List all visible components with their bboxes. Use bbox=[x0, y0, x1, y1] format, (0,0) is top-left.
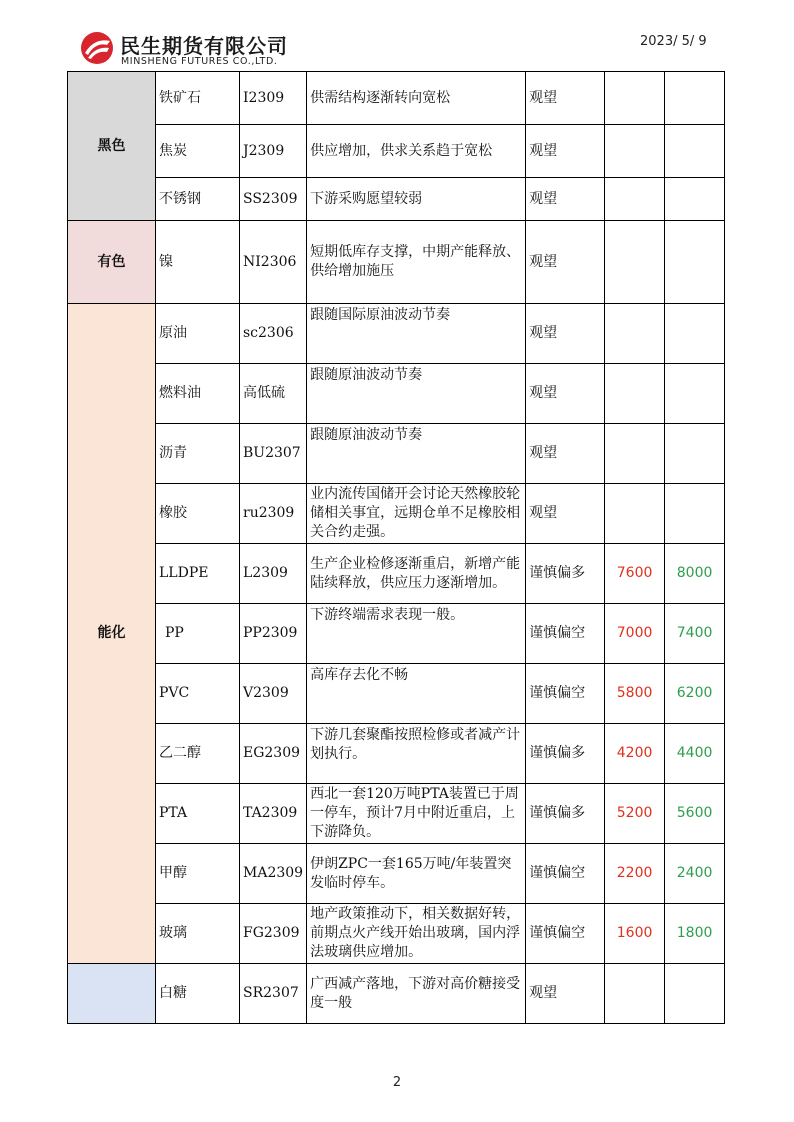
logic-text: 跟随国际原油波动节奏 bbox=[307, 304, 526, 364]
product-name: 镍 bbox=[156, 221, 240, 304]
category-nonferrous: 有色 bbox=[68, 221, 156, 304]
logic-text: 业内流传国储开会讨论天然橡胶轮储相关事宜，远期仓单不足橡胶相关合约走强。 bbox=[307, 484, 526, 544]
table-row bbox=[68, 72, 725, 125]
product-name: 原油 bbox=[156, 304, 240, 364]
logic-text: 短期低库存支撑，中期产能释放、供给增加施压 bbox=[307, 221, 526, 304]
view-text: 谨慎偏空 bbox=[526, 604, 605, 664]
high-value bbox=[665, 221, 725, 304]
low-value bbox=[605, 178, 665, 221]
product-name: PTA bbox=[156, 784, 240, 844]
table-row bbox=[68, 125, 725, 178]
high-value: 4400 bbox=[665, 724, 725, 784]
view-text: 观望 bbox=[526, 221, 605, 304]
view-text: 观望 bbox=[526, 178, 605, 221]
contract-code: V2309 bbox=[240, 664, 307, 724]
high-value bbox=[665, 178, 725, 221]
view-text: 观望 bbox=[526, 304, 605, 364]
high-value bbox=[665, 125, 725, 178]
contract-code: ru2309 bbox=[240, 484, 307, 544]
page-header bbox=[0, 0, 794, 72]
product-name: 橡胶 bbox=[156, 484, 240, 544]
high-value: 5600 bbox=[665, 784, 725, 844]
low-value bbox=[605, 964, 665, 1024]
low-value bbox=[605, 364, 665, 424]
contract-code: 高低硫 bbox=[240, 364, 307, 424]
high-value: 7400 bbox=[665, 604, 725, 664]
table-row bbox=[68, 304, 725, 364]
view-text: 谨慎偏空 bbox=[526, 664, 605, 724]
high-value bbox=[665, 72, 725, 125]
contract-code: sc2306 bbox=[240, 304, 307, 364]
view-text: 观望 bbox=[526, 964, 605, 1024]
low-value: 5200 bbox=[605, 784, 665, 844]
low-value: 2200 bbox=[605, 844, 665, 904]
contract-code: SR2307 bbox=[240, 964, 307, 1024]
low-value bbox=[605, 484, 665, 544]
logic-text: 下游几套聚酯按照检修或者减产计划执行。 bbox=[307, 724, 526, 784]
low-value bbox=[605, 125, 665, 178]
company-name-en: MINSHENG FUTURES CO.,LTD. bbox=[121, 56, 278, 67]
logic-text: 跟随原油波动节奏 bbox=[307, 364, 526, 424]
logic-text: 高库存去化不畅 bbox=[307, 664, 526, 724]
high-value: 6200 bbox=[665, 664, 725, 724]
contract-code: J2309 bbox=[240, 125, 307, 178]
contract-code: L2309 bbox=[240, 544, 307, 604]
product-name: 甲醇 bbox=[156, 844, 240, 904]
high-value bbox=[665, 364, 725, 424]
logic-text: 下游采购愿望较弱 bbox=[307, 178, 526, 221]
low-value bbox=[605, 424, 665, 484]
table-row bbox=[68, 221, 725, 304]
table-row bbox=[68, 484, 725, 544]
view-text: 谨慎偏空 bbox=[526, 844, 605, 904]
contract-code: SS2309 bbox=[240, 178, 307, 221]
page-number: 2 bbox=[392, 1075, 402, 1090]
product-name: 铁矿石 bbox=[156, 72, 240, 125]
category-energy: 能化 bbox=[68, 304, 156, 964]
high-value: 2400 bbox=[665, 844, 725, 904]
product-name: 不锈钢 bbox=[156, 178, 240, 221]
table-row bbox=[68, 844, 725, 904]
low-value: 5800 bbox=[605, 664, 665, 724]
minsheng-logo-icon bbox=[80, 31, 114, 65]
logic-text: 西北一套120万吨PTA装置已于周一停车，预计7月中附近重启，上下游降负。 bbox=[307, 784, 526, 844]
view-text: 观望 bbox=[526, 72, 605, 125]
table-row bbox=[68, 544, 725, 604]
contract-code: PP2309 bbox=[240, 604, 307, 664]
category-agri bbox=[68, 964, 156, 1024]
table-row bbox=[68, 664, 725, 724]
product-name: PP bbox=[156, 604, 240, 664]
contract-code: MA2309 bbox=[240, 844, 307, 904]
product-name: 焦炭 bbox=[156, 125, 240, 178]
table-row bbox=[68, 724, 725, 784]
table-row bbox=[68, 604, 725, 664]
high-value bbox=[665, 484, 725, 544]
product-name: 沥青 bbox=[156, 424, 240, 484]
company-name-cn: 民生期货有限公司 bbox=[120, 34, 288, 58]
logic-text: 伊朗ZPC一套165万吨/年装置突发临时停车。 bbox=[307, 844, 526, 904]
product-name: 白糖 bbox=[156, 964, 240, 1024]
strategy-table bbox=[67, 71, 725, 1024]
product-name: 乙二醇 bbox=[156, 724, 240, 784]
report-date: 2023/ 5/ 9 bbox=[640, 34, 707, 49]
low-value: 7600 bbox=[605, 544, 665, 604]
table-row bbox=[68, 178, 725, 221]
view-text: 谨慎偏空 bbox=[526, 904, 605, 964]
contract-code: I2309 bbox=[240, 72, 307, 125]
contract-code: EG2309 bbox=[240, 724, 307, 784]
table-row bbox=[68, 904, 725, 964]
view-text: 观望 bbox=[526, 424, 605, 484]
view-text: 观望 bbox=[526, 125, 605, 178]
view-text: 观望 bbox=[526, 364, 605, 424]
product-name: LLDPE bbox=[156, 544, 240, 604]
contract-code: NI2306 bbox=[240, 221, 307, 304]
logic-text: 供需结构逐渐转向宽松 bbox=[307, 72, 526, 125]
logic-text: 地产政策推动下，相关数据好转，前期点火产线开始出玻璃，国内浮法玻璃供应增加。 bbox=[307, 904, 526, 964]
low-value bbox=[605, 304, 665, 364]
view-text: 观望 bbox=[526, 484, 605, 544]
product-name: 燃料油 bbox=[156, 364, 240, 424]
logic-text: 生产企业检修逐渐重启，新增产能陆续释放，供应压力逐渐增加。 bbox=[307, 544, 526, 604]
contract-code: FG2309 bbox=[240, 904, 307, 964]
table-row bbox=[68, 784, 725, 844]
view-text: 谨慎偏多 bbox=[526, 724, 605, 784]
logic-text: 供应增加，供求关系趋于宽松 bbox=[307, 125, 526, 178]
high-value: 8000 bbox=[665, 544, 725, 604]
high-value: 1800 bbox=[665, 904, 725, 964]
table-row bbox=[68, 364, 725, 424]
logic-text: 下游终端需求表现一般。 bbox=[307, 604, 526, 664]
low-value: 7000 bbox=[605, 604, 665, 664]
view-text: 谨慎偏多 bbox=[526, 784, 605, 844]
high-value bbox=[665, 424, 725, 484]
low-value: 4200 bbox=[605, 724, 665, 784]
high-value bbox=[665, 964, 725, 1024]
contract-code: BU2307 bbox=[240, 424, 307, 484]
product-name: PVC bbox=[156, 664, 240, 724]
low-value bbox=[605, 72, 665, 125]
logic-text: 广西减产落地，下游对高价糖接受度一般 bbox=[307, 964, 526, 1024]
low-value bbox=[605, 221, 665, 304]
product-name: 玻璃 bbox=[156, 904, 240, 964]
table-row bbox=[68, 424, 725, 484]
table-row bbox=[68, 964, 725, 1024]
high-value bbox=[665, 304, 725, 364]
view-text: 谨慎偏多 bbox=[526, 544, 605, 604]
low-value: 1600 bbox=[605, 904, 665, 964]
contract-code: TA2309 bbox=[240, 784, 307, 844]
logic-text: 跟随原油波动节奏 bbox=[307, 424, 526, 484]
category-black: 黑色 bbox=[68, 72, 156, 221]
